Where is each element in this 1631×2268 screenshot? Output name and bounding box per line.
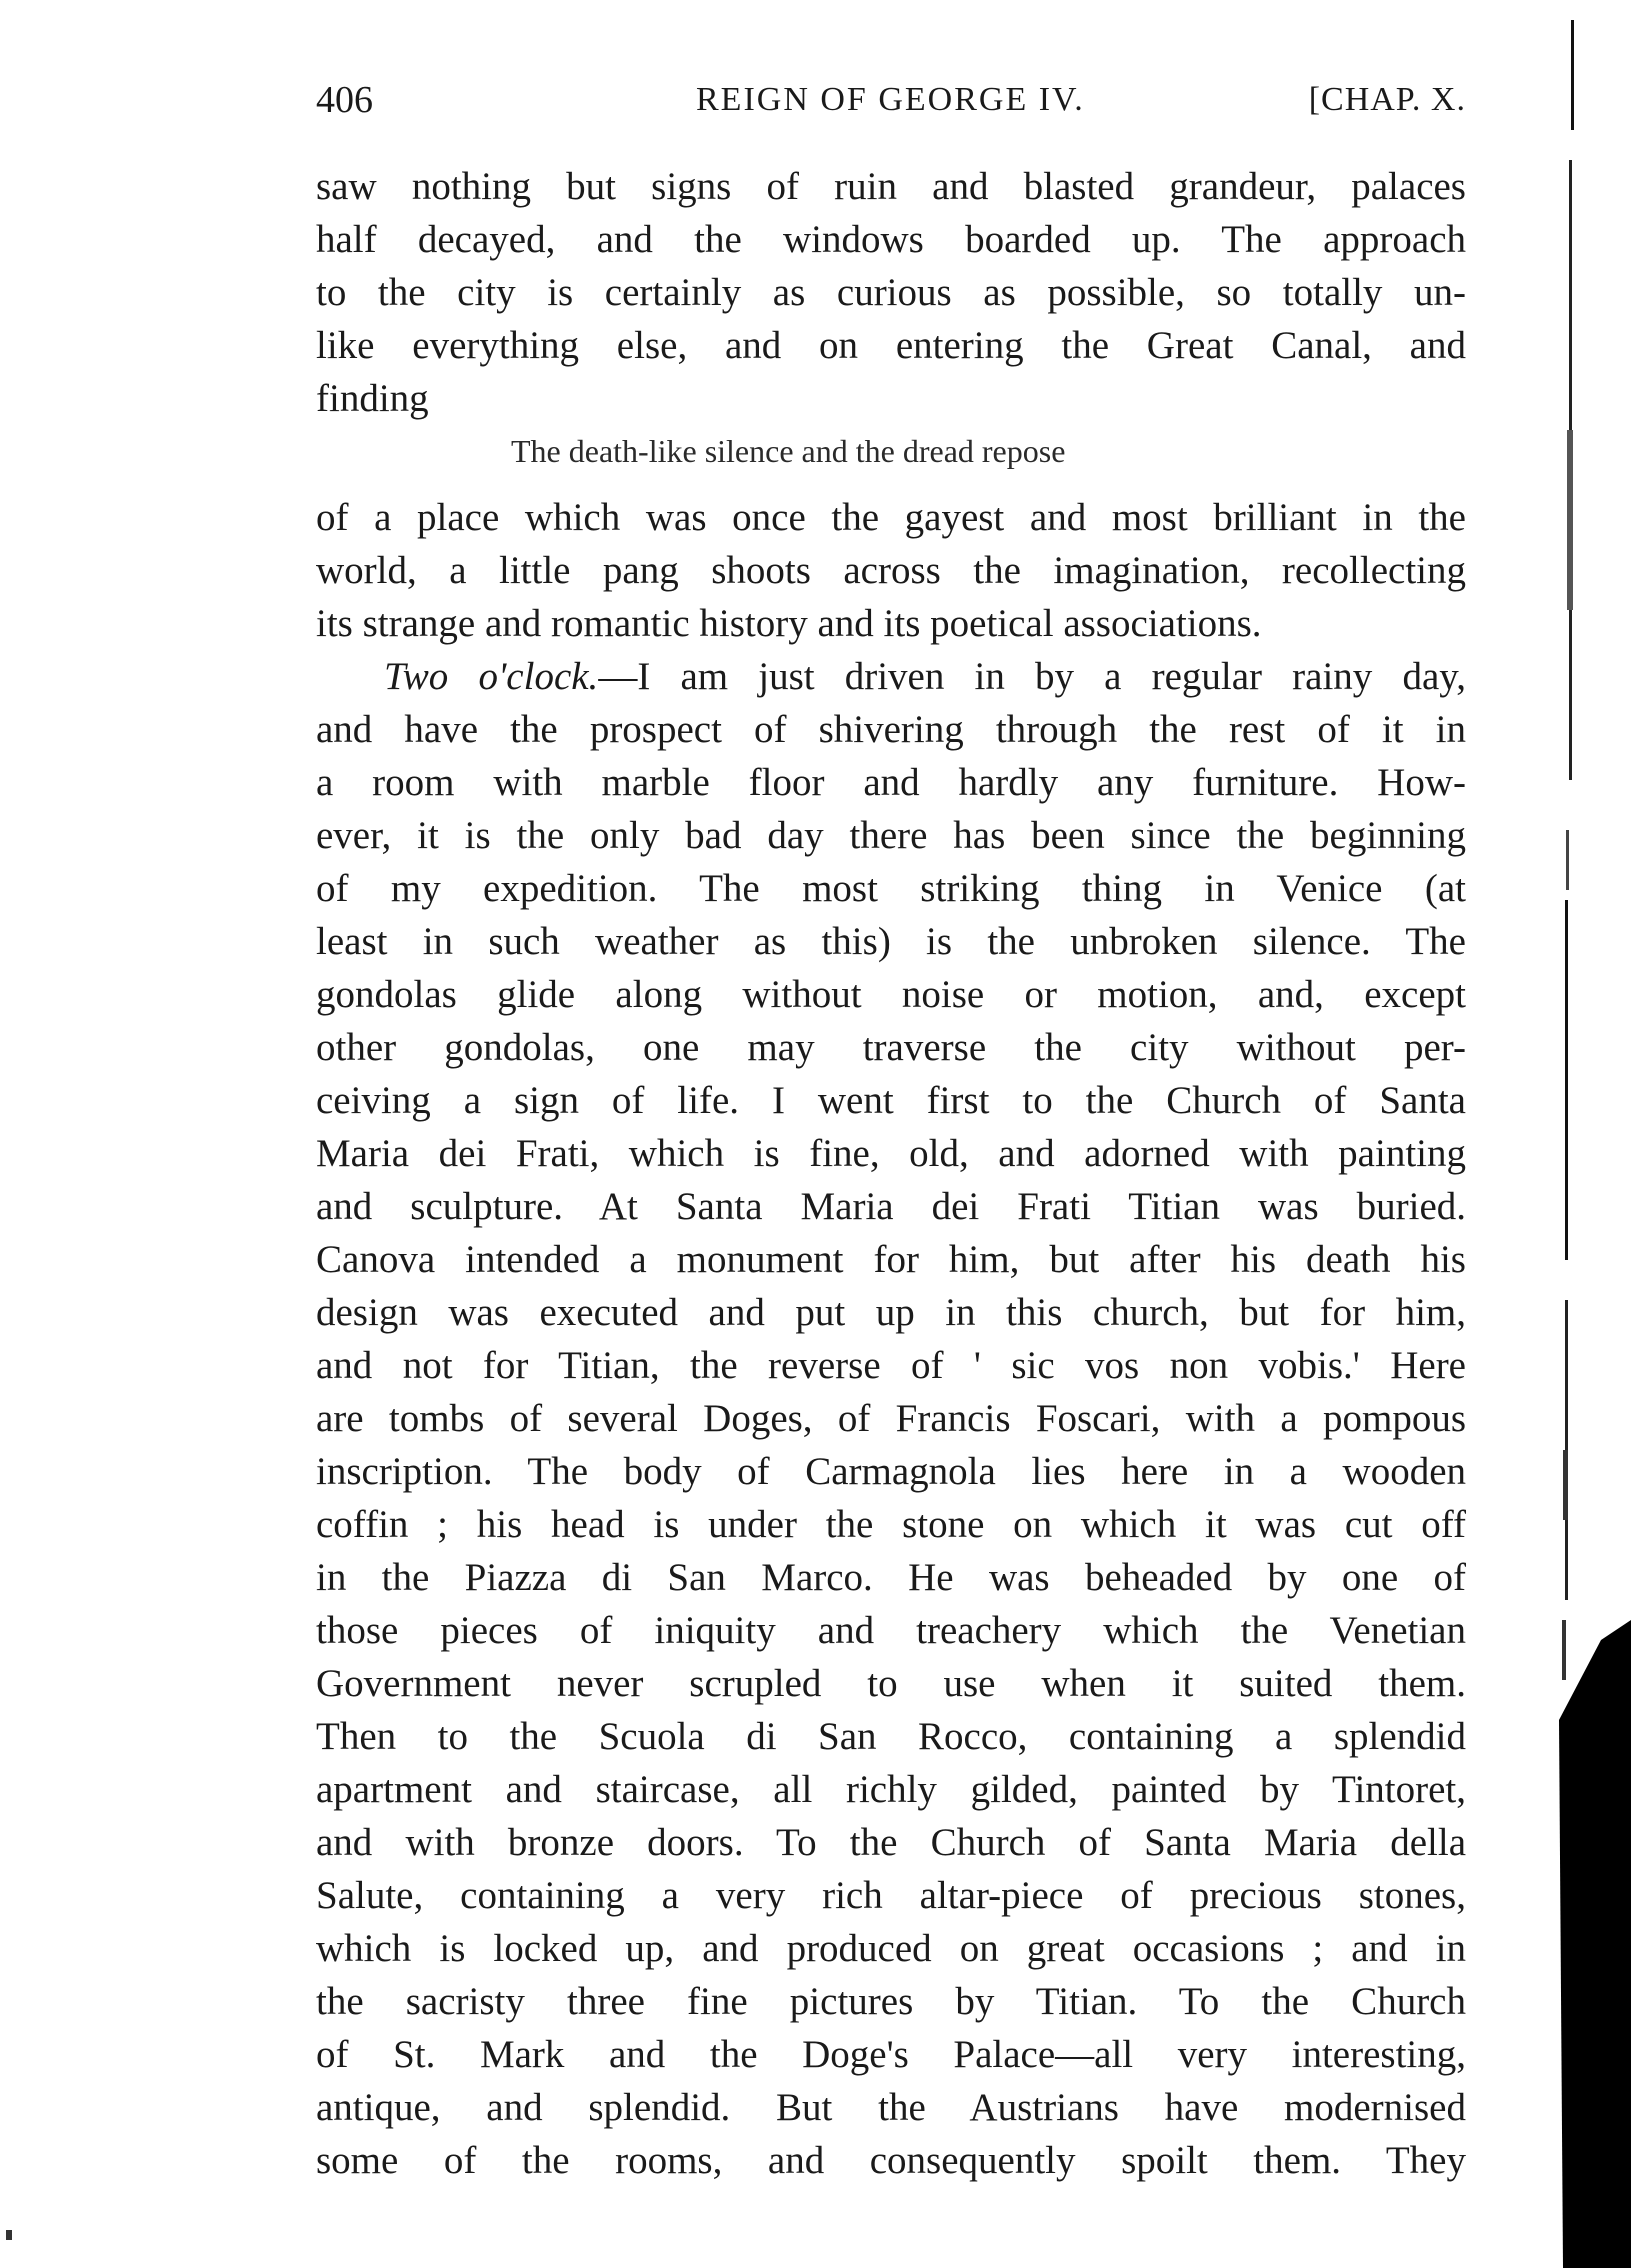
text-line: half decayed, and the windows boarded up. The approach [316,218,1466,261]
text-line: which is locked up, and produced on great occasions ; and in [316,1927,1466,1970]
text-line: in the Piazza di San Marco. He was beheaded by one of [316,1556,1466,1599]
text-line: the sacristy three fine pictures by Titian. To the Church [316,1980,1466,2023]
body-text [316,160,1466,2187]
text-line: those pieces of iniquity and treachery which the Venetian [316,1609,1466,1652]
text-line: Government never scrupled to use when it suited them. [316,1662,1466,1705]
paragraph-2 [316,491,1466,650]
verse-quotation: The death-like silence and the dread repose [511,433,1066,469]
running-head [316,70,1466,130]
page-number: 406 [316,79,373,121]
text-line: Maria dei Frati, which is fine, old, and adorned with painting [316,1132,1466,1175]
text-line: world, a little pang shoots across the imagination, recollecting [316,549,1466,592]
text-line: of a place which was once the gayest and most brilliant in the [316,496,1466,539]
text-line: coffin ; his head is under the stone on which it was cut off [316,1503,1466,1546]
text-line: apartment and staircase, all richly gilded, painted by Tintoret, [316,1768,1466,1811]
text-line: like everything else, and on entering the Great Canal, and [316,324,1466,367]
paragraph-3 [316,650,1466,2187]
scan-binding-shadow [1541,0,1631,2268]
running-title: REIGN OF GEORGE IV. [696,81,1085,118]
text-line: gondolas glide along without noise or motion, and, except [316,973,1466,1016]
text-line: saw nothing but signs of ruin and blasted grandeur, palaces [316,165,1466,208]
time-heading: Two o'clock. [384,655,599,698]
text-line: Then to the Scuola di San Rocco, containing a splendid [316,1715,1466,1758]
text-line-rest: —I am just driven in by a regular rainy day, [598,655,1466,698]
text-line: Canova intended a monument for him, but after his death his [316,1238,1466,1281]
text-line: and not for Titian, the reverse of ' sic vos non vobis.' Here [316,1344,1466,1387]
text-line: ceiving a sign of life. I went first to the Church of Santa [316,1079,1466,1122]
chapter-reference: [CHAP. X. [1308,81,1466,118]
paragraph-1 [316,160,1466,425]
text-line: design was executed and put up in this church, but for him, [316,1291,1466,1334]
text-line: antique, and splendid. But the Austrians have modernised [316,2086,1466,2129]
text-line: least in such weather as this) is the unbroken silence. The [316,920,1466,963]
text-line: finding [316,377,429,420]
text-line: Salute, containing a very rich altar-piece of precious stones, [316,1874,1466,1917]
text-line: some of the rooms, and consequently spoilt them. They [316,2139,1466,2182]
text-line: a room with marble floor and hardly any furniture. How- [316,761,1466,804]
paragraph-3-lines [316,703,1466,2187]
scan-speck [6,2230,12,2240]
text-line: and have the prospect of shivering through the rest of it in [316,708,1466,751]
text-line [316,650,1466,703]
text-line: of my expedition. The most striking thing in Venice (at [316,867,1466,910]
text-line: and sculpture. At Santa Maria dei Frati Titian was buried. [316,1185,1466,1228]
text-line: of St. Mark and the Doge's Palace—all very interesting, [316,2033,1466,2076]
text-line: inscription. The body of Carmagnola lies here in a wooden [316,1450,1466,1493]
text-line: to the city is certainly as curious as possible, so totally un- [316,271,1466,314]
text-line: ever, it is the only bad day there has been since the beginning [316,814,1466,857]
text-line: other gondolas, one may traverse the city without per- [316,1026,1466,1069]
text-line: and with bronze doors. To the Church of Santa Maria della [316,1821,1466,1864]
text-line: its strange and romantic history and its poetical associations. [316,602,1262,645]
text-line: are tombs of several Doges, of Francis Foscari, with a pompous [316,1397,1466,1440]
